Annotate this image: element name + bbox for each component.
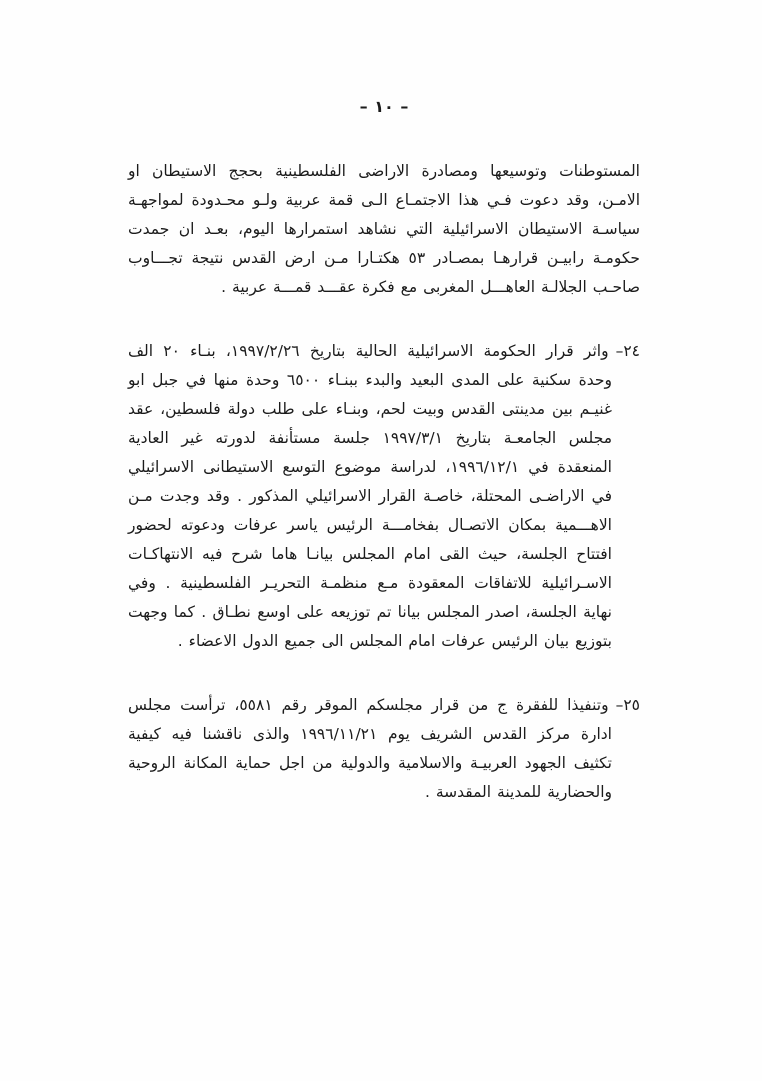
paragraph-24 [128,337,640,656]
paragraph-25 [128,691,640,807]
paragraph-25-text: وتنفيذا للفقرة ج من قرار مجلسكم الموقر رقم ٥٥٨١، ترأست مجلس ادارة مركز القدس الشريف يوم ١٩٩٦/١١/٢١ والذى ناقشنا فيه كيفية تكثيف الجهود العربيـة والاسلامية والدولية من اجل حماية المكانة الروحية والحضارية للمدينة المقدسة . [128,696,612,801]
paragraph-25-marker: ٢٥– [615,696,640,714]
paragraph-24-text: واثر قرار الحكومة الاسرائيلية الحالية بتاريخ ١٩٩٧/٢/٢٦، بنـاء ٢٠ الف وحدة سكنية على المدى البعيد والبدء ببنـاء ٦٥٠٠ وحدة منها في جبل ابو غنيـم بين مدينتى القدس وبيت لحم، وبنـاء على طلب دولة فلسطين، عقد مجلس الجامعـة بتاريخ ١٩٩٧/٣/١ جلسة مستأنفة لدورته غير العادية المنعقدة في ١٩٩٦/١٢/١، لدراسة موضوع التوسع الاستيطانى الاسرائيلي في الاراضـى المحتلة، خاصـة القرار الاسرائيلي المذكور . وقد وجدت مـن الاهـــمية بمكان الاتصـال بفخامـــة الرئيس ياسر عرفات ودعوته لحضور افتتاح الجلسة، حيث القى امام المجلس بيانـا هاما شرح فيه الانتهاكـات الاسـرائيلية للاتفاقات المعقودة مـع منظمـة التحريـر الفلسطينية . وفي نهاية الجلسة، اصدر المجلس بيانا تم توزيعه على اوسع نطـاق . كما وجهت بتوزيع بيان الرئيس عرفات امام المجلس الى جميع الدول الاعضاء . [128,342,612,650]
paragraph-text: المستوطنات وتوسيعها ومصادرة الاراضى الفلسطينية بحجج الاستيطان او الامـن، وقد دعوت فـي هذا الاجتمـاع الـى قمة عربية ولـو محـدودة لمواجهـة سياسـة الاستيطان الاسرائيلية التي نشاهد استمرارها اليوم، بعـد ان جمدت حكومـة رابيـن قرارهـا بمصـادر ٥٣ هكتـارا مـن ارض القدس نتيجة تجـــاوب صاحـب الجلالـة العاهـــل المغربى مع فكرة عقـــد قمـــة عربية . [128,162,640,296]
paragraph-continuation [128,157,640,302]
page-number: – ١٠ – [359,97,409,116]
paragraph-24-marker: ٢٤– [615,342,640,360]
text-column [128,92,640,842]
